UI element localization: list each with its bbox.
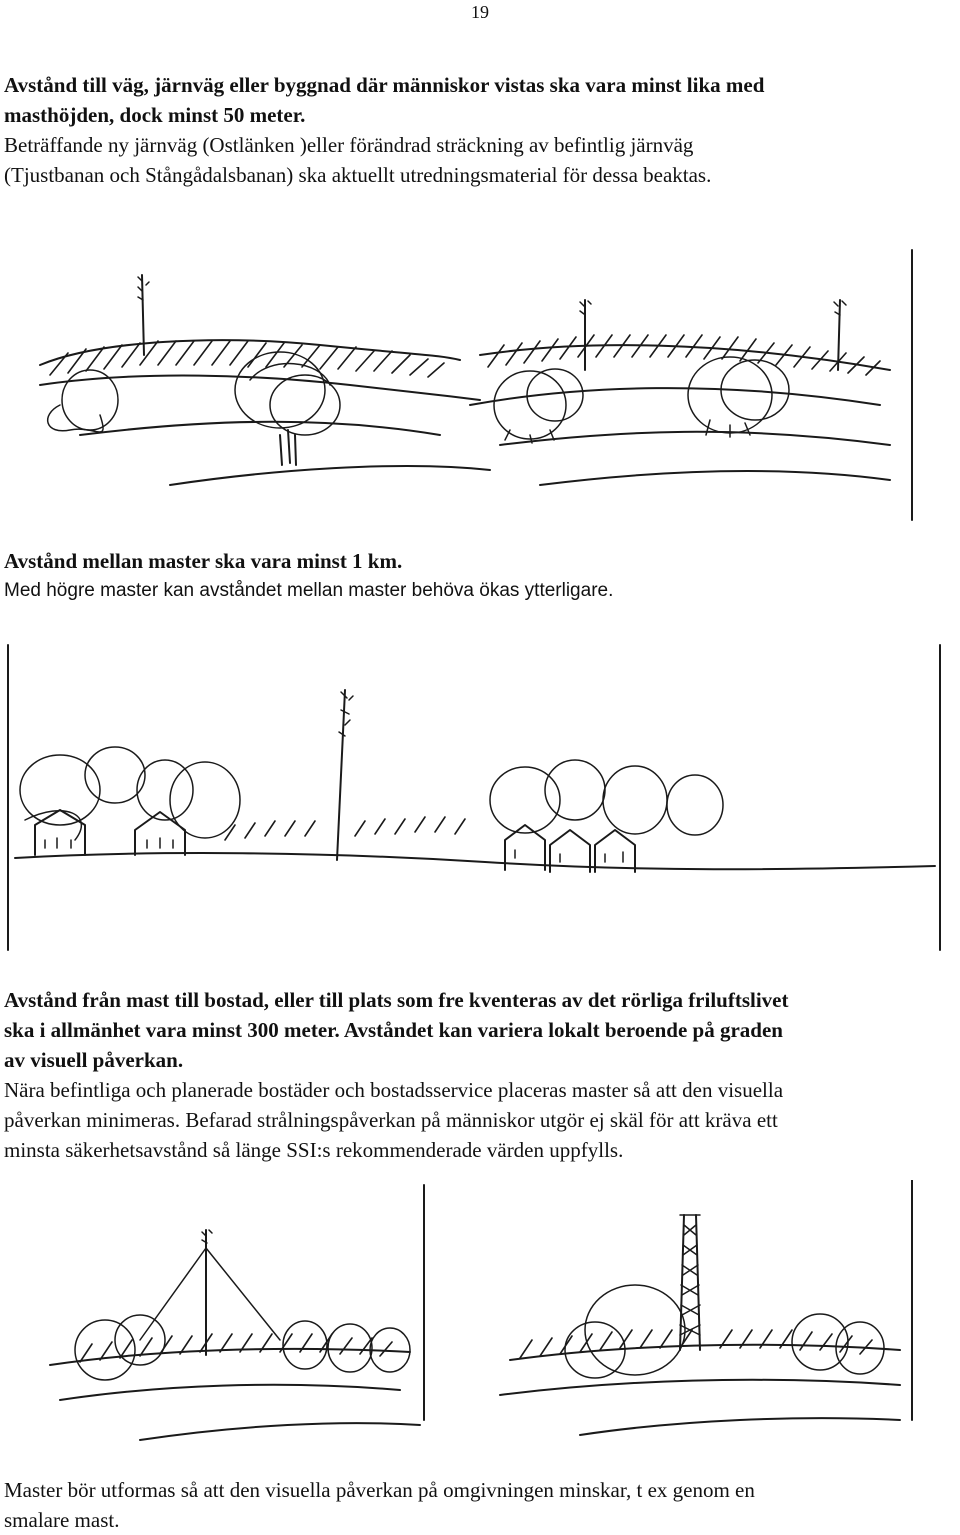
housing-bold-line-1: Avstånd från mast till bostad, eller till plats som fre kventeras av det rörliga friluftslivet xyxy=(4,988,789,1012)
section-distance xyxy=(4,546,956,606)
intro-bold-line-2: masthöjden, dock minst 50 meter. xyxy=(4,103,306,127)
distance-text-line: Med högre master kan avståndet mellan master behöva ökas ytterligare. xyxy=(4,580,614,601)
intro-paragraph xyxy=(4,70,956,190)
intro-line-4: (Tjustbanan och Stångådalsbanan) ska aktuellt utredningsmaterial för dessa beaktas. xyxy=(4,163,712,187)
left-hill xyxy=(40,275,490,485)
design-line-2: smalare mast. xyxy=(4,1508,120,1532)
section-housing xyxy=(4,985,956,1165)
sketch-mast-near-houses xyxy=(5,640,955,960)
housing-line-6: minsta säkerhetsavstånd så länge SSI:s rekommenderade värden uppfylls. xyxy=(4,1138,624,1162)
housing-bold-line-3: av visuell påverkan. xyxy=(4,1048,184,1072)
intro-line-3: Beträffande ny järnväg (Ostlänken )eller förändrad sträckning av befintlig järnväg xyxy=(4,133,694,157)
right-landscape xyxy=(500,1215,900,1435)
section-design xyxy=(4,1475,956,1535)
housing-bold-line-2: ska i allmänhet vara minst 300 meter. Avståndet kan variera lokalt beroende på graden xyxy=(4,1018,783,1042)
housing-line-5: påverkan minimeras. Befarad strålningspåverkan på människor utgör ej skäl för att kräva ett xyxy=(4,1108,778,1132)
left-landscape xyxy=(50,1230,420,1440)
housing-line-4: Nära befintliga och planerade bostäder och bostadsservice placeras master så att den visuella xyxy=(4,1078,784,1102)
left-tree-cluster xyxy=(20,747,240,855)
intro-bold-line-1: Avstånd till väg, järnväg eller byggnad där människor vistas ska vara minst lika med xyxy=(4,73,765,97)
sketch-mast-design xyxy=(20,1180,940,1465)
right-tree-cluster xyxy=(490,760,723,872)
sketch-mast-spacing xyxy=(20,245,920,530)
page-number: 19 xyxy=(471,2,489,22)
right-hill xyxy=(470,300,890,485)
distance-bold-line: Avstånd mellan master ska vara minst 1 km. xyxy=(4,549,403,573)
design-line-1: Master bör utformas så att den visuella påverkan på omgivningen minskar, t ex genom en xyxy=(4,1478,755,1502)
